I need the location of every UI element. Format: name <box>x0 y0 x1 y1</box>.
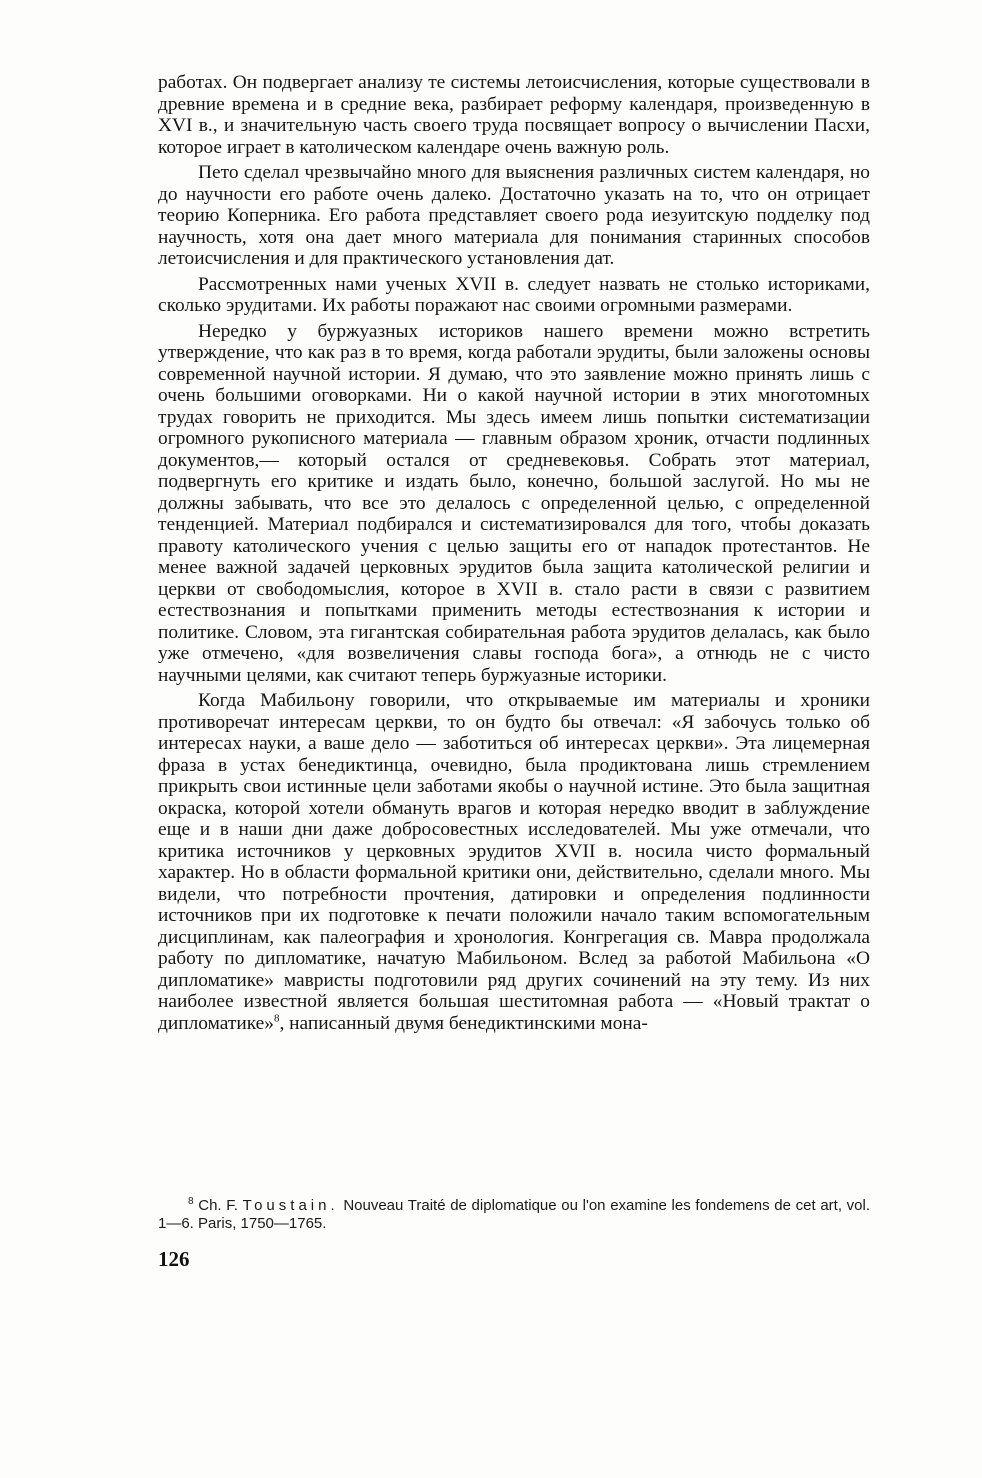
paragraph-5 <box>158 690 870 1034</box>
body-text <box>158 72 870 1038</box>
footnote-marker: 8 <box>188 1196 194 1207</box>
footnote-text: Nouveau Traité de diplomatique ou l'on examine les fondemens de cet art, vol. 1—6. Paris, 1750—1765. <box>158 1197 870 1232</box>
footnote-author-surname: Toustain. <box>242 1197 339 1214</box>
paragraph-4: Нередко у буржуазных историков нашего времени можно встретить утверждение, что как раз в то время, когда работали эрудиты, были заложены основы современной научной истории. Я думаю, что это заявление можно принять лишь с очень большими оговорками. Ни о какой научной истории в этих многотомных трудах говорить не приходится. Мы здесь имеем лишь попытки систематизации огромного рукописного материала — главным образом хроник, отчасти подлинных документов,— который остался от средневековья. Собрать этот материал, подвергнуть его критике и издать было, конечно, большой заслугой. Но мы не должны забывать, что все это делалось с определенной целью, с определенной тенденцией. Материал подбирался и систематизировался для того, чтобы доказать правоту католического учения с целью защиты его от нападок протестантов. Не менее важной задачей церковных эрудитов была защита католической религии и церкви от свободомыслия, которое в XVII в. стало расти в связи с развитием естествознания и попытками применить методы естествознания к истории и политике. Словом, эта гигантская собирательная работа эрудитов делалась, как было уже отмечено, «для возвеличения славы господа бога», а отнюдь не с чисто научными целями, как считают теперь буржуазные историки. <box>158 320 870 686</box>
footnote-author-initials: Ch. F. <box>198 1197 238 1214</box>
page-number: 126 <box>158 1247 190 1271</box>
paragraph-1: работах. Он подвергает анализу те системы летоисчисления, которые существовали в древние времена и в средние века, разбирает реформу календаря, произведенную в XVI в., и значительную часть своего труда посвящает вопросу о вычислении Пасхи, которое играет в католическом календаре очень важную роль. <box>158 72 870 158</box>
paragraph-5-text: Когда Мабильону говорили, что открываемые им материалы и хроники противоречат интересам церкви, то он будто бы отвечал: «Я забочусь только об интересах науки, а ваше дело — заботиться об интересах церкви». Эта лицемерная фраза в устах бенедиктинца, очевидно, была продиктована лишь стремлением прикрыть свои истинные цели заботами якобы о научной истине. Это была защитная окраска, которой хотели обмануть врагов и которая нередко вводит в заблуждение еще и в наши дни даже добросовестных исследователей. Мы уже отмечали, что критика источников у церковных эрудитов XVII в. носила чисто формальный характер. Но в области формальной критики они, действительно, сделали много. Мы видели, что потребности прочтения, датировки и определения подлинности источников при их подготовке к печати положили начало таким вспомогательным дисциплинам, как палеография и хронология. Конгрегация св. Мавра продолжала работу по дипломатике, начатую Мабильоном. Вслед за работой Мабильона «О дипломатике» мавристы подготовили ряд других сочинений на эту тему. Из них наиболее известной является большая шеститомная работа — «Новый трактат о дипломатике» <box>158 690 870 1034</box>
paragraph-3: Рассмотренных нами ученых XVII в. следует назвать не столько историками, сколько эрудитами. Их работы поражают нас своими огромными размерами. <box>158 273 870 316</box>
footnote-reference[interactable]: 8 <box>273 1012 280 1025</box>
footnote <box>158 1193 870 1232</box>
paragraph-2: Пето сделал чрезвычайно много для выяснения различных систем календаря, но до научности его работе очень далеко. Достаточно указать на то, что он отрицает теорию Коперника. Его работа представляет своего рода иезуитскую подделку под научность, хотя она дает много материала для понимания старинных способов летоисчисления и для практического установления дат. <box>158 162 870 269</box>
paragraph-5-tail: , написанный двумя бенедиктинскими мона- <box>279 1012 648 1034</box>
